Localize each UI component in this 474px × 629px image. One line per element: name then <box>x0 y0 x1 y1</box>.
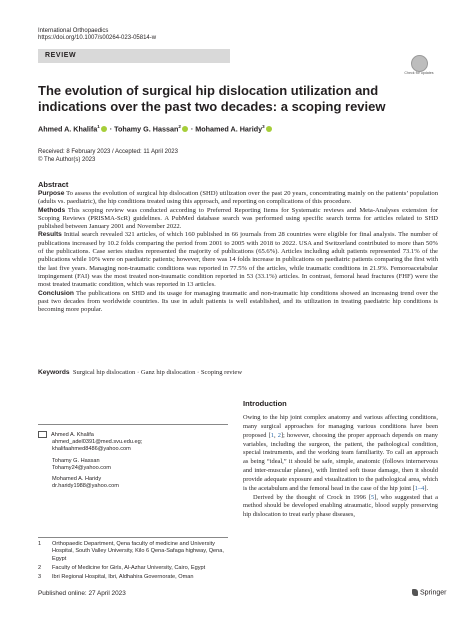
abstract-methods <box>38 207 438 232</box>
correspondent-email[interactable]: Tohamy24@yahoo.com <box>52 464 111 471</box>
purpose-text: To assess the evolution of surgical hip dislocation (SHD) utilization over the past 20 years, concentrating mainly on the patients’ population (adults vs. paediatric), the hip conditions treated using this approach, and reporting on complications of this procedure. <box>38 190 438 206</box>
affiliation-text: Orthopaedic Department, Qena faculty of medicine and University Hospital, South Valley University, Kilo 6 Qena-Safaga highway, Qena, Egypt <box>52 541 224 562</box>
conclusion-text: The publications on SHD and its usage for managing traumatic and non-traumatic hip conditions showed an increasing trend over the past two decades from worldwide countries. Its use in adult patients is well established, and its utilization in treating paediatric hip conditions is becoming more popular. <box>38 289 439 314</box>
keywords-text: Surgical hip dislocation · Ganz hip dislocation · Scoping review <box>72 369 243 376</box>
check-for-updates-badge[interactable] <box>404 55 434 81</box>
springer-horse-icon <box>412 589 418 596</box>
affiliation-number: 1 <box>38 541 42 547</box>
citation-link[interactable]: 1–4 <box>414 484 425 492</box>
methods-text: This scoping review was conducted according to Preferred Reporting Items for Systematic reviews and Meta-Analyses extension for Scoping Reviews (PRISMA-ScR) guidelines. A PubMed database search was performed using specific search terms for articles related to SHD published between January 2001 and November 2022. <box>38 206 438 231</box>
abstract-body <box>38 190 438 314</box>
orcid-icon[interactable] <box>182 126 188 132</box>
article-type-label: REVIEW <box>45 52 77 59</box>
correspondent-email[interactable]: khalifaahmed8486@yahoo.com <box>52 446 131 453</box>
affiliation-number: 2 <box>38 564 42 571</box>
affiliation-item <box>38 565 233 572</box>
published-date: Published online: 27 April 2023 <box>38 590 126 597</box>
conclusion-label: Conclusion <box>38 289 74 297</box>
correspondence-block <box>38 431 233 490</box>
abstract-results <box>38 231 438 289</box>
abstract-heading: Abstract <box>38 180 69 189</box>
publisher-name: Springer <box>420 589 447 597</box>
citation-link[interactable]: 1 <box>270 431 274 439</box>
orcid-icon[interactable] <box>101 126 107 132</box>
author-name: Tohamy G. Hassan <box>114 124 179 134</box>
citation-link[interactable]: 5 <box>371 493 375 501</box>
intro-text: Derived by the thought of Crock in 1996 [ <box>253 493 371 501</box>
check-updates-icon <box>411 55 428 72</box>
affiliations <box>38 541 233 583</box>
correspondent-name: Mohamed A. Haridy <box>52 476 102 482</box>
intro-text: ], who suggested that a method should be developed enabling atraumatic, blood supply preserving hip dislocation to treat early phase diseases, <box>243 493 438 519</box>
correspondent-name: Ahmed A. Khalifa <box>51 431 94 438</box>
intro-text: ]; however, choosing the proper approach depends on many variables, including the surgeon, the patient, the pathological condition, special instruments, and the working team familiarity. To call an approach as being “ideal,” it should be safe, simple, anatomic (follows internervous and inter-muscular planes), with limited soft tissue damage, then it should provide adequate exposure and visualization to the pathological area, which is the acetabulum and the femoral head in the case of the hip joint [ <box>243 431 438 492</box>
envelope-icon <box>38 431 47 438</box>
correspondent-name: Tohamy G. Hassan <box>52 457 100 464</box>
author-separator: · <box>107 124 115 134</box>
intro-text: Owing to the hip joint complex anatomy and various affecting conditions, many surgical approaches for managing various conditions have been proposed [ <box>243 414 438 439</box>
author-affil-sup: 2 <box>178 124 181 129</box>
author-name: Ahmed A. Khalifa <box>38 124 98 134</box>
abstract-conclusion <box>38 290 438 315</box>
keywords-label: Keywords <box>38 369 70 376</box>
keywords <box>38 369 242 377</box>
introduction-body <box>243 414 438 520</box>
affiliation-item <box>38 574 233 581</box>
article-title: The evolution of surgical hip dislocation utilization and indications over the past two decades: a scoping review <box>38 83 386 114</box>
abstract-purpose <box>38 190 438 207</box>
intro-text: ]. <box>424 484 429 492</box>
article-dates <box>38 149 178 164</box>
purpose-label: Purpose <box>38 190 65 197</box>
affiliation-text: Ibri Regional Hospital, Ibri, Aldhahira Governorate, Oman <box>52 574 194 581</box>
check-updates-label: Check for updates <box>404 71 434 75</box>
publisher-logo <box>412 589 446 596</box>
author-affil-sup: 3 <box>262 124 265 129</box>
introduction-heading: Introduction <box>243 399 287 408</box>
results-text: Initial search revealed 321 articles, of which 160 published in 66 journals from 28 countries were eligible for final analysis. The number of publications increased by 10.2 folds comparing the period from 2001 to 2005 with 2018 to 2022. USA and Switzerland contributed to more than 50% of the publications. Case series studies represented the majority of publications (65.6%). Articles including adult patients represented 73.1% of the publications while 10% were on paediatric patients; however, there was 14 folds increase in publications on paediatric patients comparing the first with the last five years. Managing non-traumatic conditions was reported in 77.5% of the articles, while traumatic conditions in 21.9%. Femoroacetabular impingement (FAI) was the most treated non-traumatic condition reported in 53 (33.1%) articles. In contrast, femoral head fractures (FHF) were the most treated traumatic condition, which was reported in 13 articles. <box>38 231 438 289</box>
copyright-line: © The Author(s) 2023 <box>38 156 96 163</box>
footnote-divider <box>38 424 228 425</box>
affiliation-text: Faculty of Medicine for Girls, Al-Azhar University, Cairo, Egypt <box>52 564 206 571</box>
results-label: Results <box>38 231 62 239</box>
affiliation-item <box>38 541 233 563</box>
methods-label: Methods <box>38 206 66 214</box>
doi-link[interactable]: https://doi.org/10.1007/s00264-023-05814-w <box>38 35 157 41</box>
author-separator: · <box>188 124 196 134</box>
affiliation-number: 3 <box>38 574 42 581</box>
correspondence-entry <box>38 431 233 439</box>
intro-paragraph: Owing to the hip joint complex anatomy and various affecting conditions, many surgical approaches for managing various conditions have been proposed [1, 2]; however, choosing the proper approach depends on many variables, including the surgeon, the patient, the pathological condition, special instruments, and the working team familiarity. To call an approach as being “ideal,” it should be safe, simple, anatomic (follows internervous and inter-muscular planes), with limited soft tissue damage, then it should provide adequate exposure and visualization to the pathological area, which is the acetabulum and the femoral head in the case of the hip joint [1–4]. <box>243 414 438 492</box>
author-affil-sup: 1 <box>97 124 100 129</box>
orcid-icon[interactable] <box>266 126 272 132</box>
journal-name: International Orthopaedics <box>38 28 109 34</box>
received-accepted-dates: Received: 8 February 2023 / Accepted: 11 April 2023 <box>38 149 178 155</box>
citation-link[interactable]: 2 <box>277 431 281 439</box>
author-list <box>38 124 273 133</box>
correspondent-email[interactable]: dr.haridy1988@yahoo.com <box>52 483 119 490</box>
author-name: Mohamed A. Haridy <box>195 124 263 134</box>
intro-paragraph <box>243 494 438 521</box>
correspondent-email[interactable]: ahmed_adel0391@med.svu.edu.eg; <box>52 439 143 446</box>
affiliation-divider <box>38 537 228 538</box>
